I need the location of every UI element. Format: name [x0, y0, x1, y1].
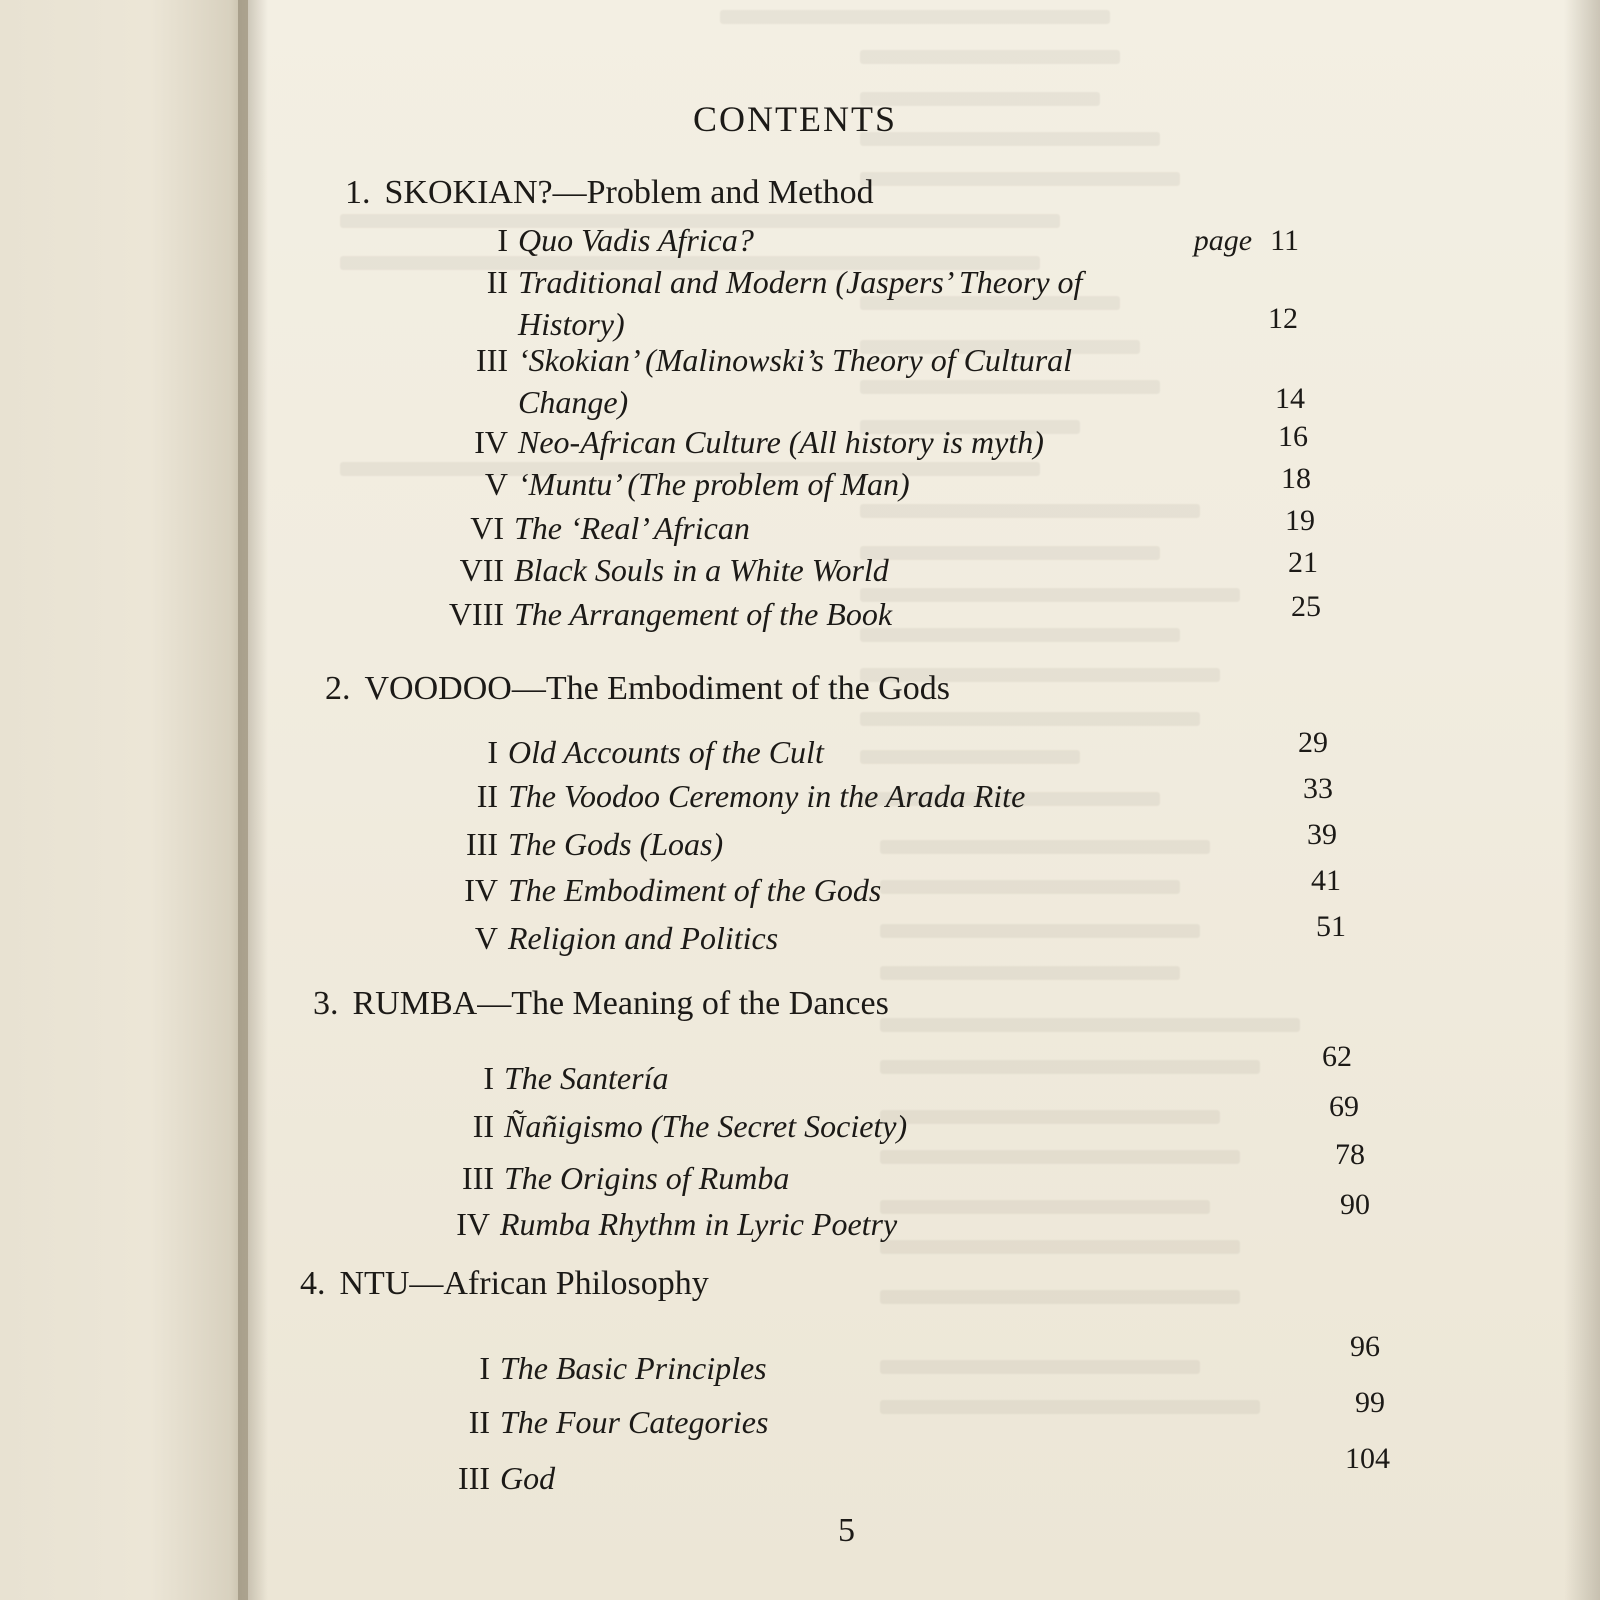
- page-number: 78: [1335, 1138, 1365, 1171]
- section-numeral: I: [487, 734, 498, 770]
- toc-entry: [474, 920, 779, 957]
- toc-entry: [487, 734, 824, 771]
- page-title: CONTENTS: [693, 99, 897, 139]
- page-number: 99: [1355, 1386, 1385, 1419]
- page-number: 14: [1275, 382, 1305, 415]
- section-numeral: IV: [474, 424, 508, 460]
- chapter-heading: [300, 1265, 709, 1303]
- toc-entry: [448, 596, 893, 633]
- section-title: The Arrangement of the Book: [514, 596, 893, 632]
- section-numeral: VI: [470, 510, 504, 546]
- page-number: [1194, 224, 1299, 258]
- toc-entry: [464, 872, 882, 909]
- toc-entry: [459, 552, 889, 589]
- section-numeral: III: [466, 826, 498, 862]
- page-number: 51: [1316, 910, 1346, 943]
- section-numeral: II: [486, 264, 508, 300]
- page-number: 96: [1350, 1330, 1380, 1363]
- page-number: 90: [1340, 1188, 1370, 1221]
- toc-entry: [484, 466, 910, 503]
- section-numeral: V: [484, 466, 508, 502]
- chapter-number: 3.: [313, 985, 339, 1022]
- toc-entry: [474, 424, 1044, 461]
- page-folio: 5: [838, 1512, 855, 1549]
- section-title: ‘Muntu’ (The problem of Man): [518, 466, 910, 502]
- page-label: page: [1193, 224, 1253, 257]
- toc-entry: [483, 1060, 669, 1097]
- toc-entry: [479, 1350, 767, 1387]
- chapter-number: 2.: [325, 670, 351, 707]
- section-numeral: IV: [464, 872, 498, 908]
- chapter-number: 1.: [345, 174, 371, 211]
- section-numeral: III: [458, 1460, 490, 1496]
- page-number: 25: [1291, 590, 1321, 623]
- chapter-title: SKOKIAN?—Problem and Method: [384, 174, 874, 211]
- section-numeral: I: [479, 1350, 490, 1386]
- chapter-title: VOODOO—The Embodiment of the Gods: [364, 670, 950, 707]
- section-title: Black Souls in a White World: [514, 552, 889, 588]
- section-title: The Basic Principles: [500, 1350, 767, 1386]
- section-title: Rumba Rhythm in Lyric Poetry: [500, 1206, 898, 1242]
- section-numeral: III: [462, 1160, 494, 1196]
- section-title: Ñañigismo (The Secret Society): [504, 1108, 908, 1144]
- section-numeral: II: [468, 1404, 490, 1440]
- section-title: God: [500, 1460, 556, 1496]
- toc-entry-continued: [518, 306, 625, 343]
- section-title: The Four Categories: [500, 1404, 769, 1440]
- section-title: The Gods (Loas): [508, 826, 724, 862]
- toc-entry: [497, 222, 754, 259]
- page-number: 19: [1285, 504, 1315, 537]
- section-title: The Embodiment of the Gods: [508, 872, 882, 908]
- section-numeral: II: [476, 778, 498, 814]
- toc-entry: [458, 1460, 556, 1497]
- toc-entry: [468, 1404, 769, 1441]
- page-number: 21: [1288, 546, 1318, 579]
- section-numeral: VII: [459, 552, 504, 588]
- page-number: 39: [1307, 818, 1337, 851]
- chapter-number: 4.: [300, 1265, 326, 1302]
- toc-entry: [476, 342, 1073, 379]
- section-title: The Voodoo Ceremony in the Arada Rite: [508, 778, 1026, 814]
- toc-entry: [456, 1206, 898, 1243]
- section-numeral: V: [474, 920, 498, 956]
- chapter-heading: [313, 985, 889, 1023]
- page-number: 41: [1311, 864, 1341, 897]
- toc-entry: [472, 1108, 908, 1145]
- section-title-continued: History): [518, 306, 625, 342]
- chapter-title: NTU—African Philosophy: [339, 1265, 709, 1302]
- page-number: 12: [1268, 302, 1298, 335]
- section-numeral: III: [476, 342, 508, 378]
- section-numeral: IV: [456, 1206, 490, 1242]
- page-number-value: 11: [1270, 224, 1299, 257]
- section-title: Quo Vadis Africa?: [518, 222, 754, 258]
- section-title: Religion and Politics: [508, 920, 779, 956]
- toc-entry: [476, 778, 1026, 815]
- section-title: ‘Skokian’ (Malinowski’s Theory of Cultural: [518, 342, 1073, 378]
- toc-entry: [486, 264, 1083, 301]
- section-numeral: VIII: [448, 596, 504, 632]
- section-title: Neo-African Culture (All history is myth): [518, 424, 1044, 460]
- toc-entry: [470, 510, 750, 547]
- page-number: 33: [1303, 772, 1333, 805]
- section-title: The Origins of Rumba: [504, 1160, 790, 1196]
- toc-entry-continued: [518, 384, 628, 421]
- toc-entry: [462, 1160, 790, 1197]
- page-number: 104: [1345, 1442, 1390, 1475]
- page-number: 29: [1298, 726, 1328, 759]
- chapter-heading: [345, 174, 874, 212]
- section-numeral: I: [497, 222, 508, 258]
- section-title: The ‘Real’ African: [514, 510, 750, 546]
- toc-entry: [466, 826, 724, 863]
- page-number: 69: [1329, 1090, 1359, 1123]
- section-title: Old Accounts of the Cult: [508, 734, 824, 770]
- page-number: 18: [1281, 462, 1311, 495]
- chapter-heading: [325, 670, 950, 708]
- section-title: Traditional and Modern (Jaspers’ Theory of: [518, 264, 1083, 300]
- section-title: The Santería: [504, 1060, 669, 1096]
- page-number: 62: [1322, 1040, 1352, 1073]
- page-number: 16: [1278, 420, 1308, 453]
- section-numeral: I: [483, 1060, 494, 1096]
- section-title-continued: Change): [518, 384, 629, 420]
- section-numeral: II: [472, 1108, 494, 1144]
- chapter-title: RUMBA—The Meaning of the Dances: [352, 985, 889, 1022]
